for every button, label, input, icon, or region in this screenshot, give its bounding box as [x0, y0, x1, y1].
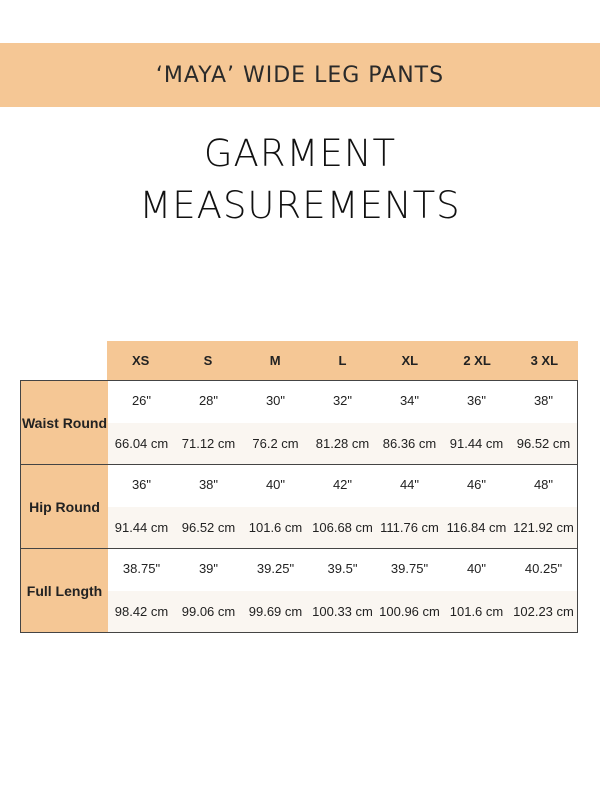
product-banner — [0, 43, 600, 107]
table-cell: 106.68 cm — [312, 519, 373, 535]
table-cell: 39.25" — [256, 561, 295, 576]
table-cell: 100.96 cm — [379, 603, 440, 619]
table-cell: 38" — [198, 477, 219, 492]
table-cell: 100.33 cm — [312, 603, 373, 619]
table-cell: 76.2 cm — [252, 435, 299, 451]
table-cell: 40.25" — [524, 561, 563, 576]
row-label-waist: Waist Round — [21, 381, 108, 464]
waist-inch-row — [108, 381, 577, 423]
table-cell: 38" — [533, 393, 554, 408]
table-cell: 44" — [399, 477, 420, 492]
table-cell: 46" — [466, 477, 487, 492]
table-cell: 101.6 cm — [248, 519, 303, 535]
table-cell: 36" — [466, 393, 487, 408]
table-cell: 96.52 cm — [516, 435, 571, 451]
table-cell: 101.6 cm — [449, 603, 504, 619]
table-cell: 91.44 cm — [449, 435, 504, 451]
length-inch-row — [108, 549, 577, 591]
length-values — [108, 549, 577, 632]
size-header-xl: XL — [401, 353, 419, 368]
hip-cm-row — [108, 507, 577, 549]
table-cell: 102.23 cm — [513, 603, 574, 619]
measurements-grid — [20, 380, 578, 633]
table-cell: 81.28 cm — [315, 435, 370, 451]
table-cell: 91.44 cm — [114, 519, 169, 535]
size-header-s: S — [203, 353, 213, 368]
measurement-group-waist — [21, 380, 577, 464]
table-cell: 48" — [533, 477, 554, 492]
table-cell: 36" — [131, 477, 152, 492]
table-cell: 121.92 cm — [513, 519, 574, 535]
table-cell: 71.12 cm — [181, 435, 236, 451]
table-cell: 40" — [265, 477, 286, 492]
table-cell: 98.42 cm — [114, 603, 169, 619]
size-header-row — [107, 341, 578, 380]
table-cell: 26" — [131, 393, 152, 408]
page-title — [0, 128, 600, 232]
table-cell: 40" — [466, 561, 487, 576]
table-cell: 42" — [332, 477, 353, 492]
table-cell: 32" — [332, 393, 353, 408]
table-cell: 39.5" — [327, 561, 358, 576]
table-cell: 38.75" — [122, 561, 161, 576]
hip-values — [108, 465, 577, 548]
hip-inch-row — [108, 465, 577, 507]
table-cell: 99.69 cm — [248, 603, 303, 619]
size-header-xs: XS — [131, 353, 150, 368]
table-cell: 28" — [198, 393, 219, 408]
waist-values — [108, 381, 577, 464]
size-header-l: L — [338, 353, 347, 368]
size-header-m: M — [269, 353, 281, 368]
product-title: ‘MAYA’ WIDE LEG PANTS — [155, 62, 445, 88]
table-cell: 30" — [265, 393, 286, 408]
measurement-group-hip — [21, 464, 577, 548]
table-cell: 99.06 cm — [181, 603, 236, 619]
size-header-3xl: 3 XL — [530, 353, 559, 368]
table-cell: 86.36 cm — [382, 435, 437, 451]
table-cell: 34" — [399, 393, 420, 408]
table-cell: 39.75" — [390, 561, 429, 576]
measurement-group-length — [21, 548, 577, 632]
length-cm-row — [108, 591, 577, 633]
size-header-2xl: 2 XL — [463, 353, 491, 368]
row-label-length: Full Length — [21, 549, 108, 632]
row-label-hip: Hip Round — [21, 465, 108, 548]
table-cell: 66.04 cm — [114, 435, 169, 451]
table-cell: 96.52 cm — [181, 519, 236, 535]
page-title-line-2: MEASUREMENTS — [139, 184, 461, 227]
table-cell: 116.84 cm — [446, 519, 507, 535]
page-title-line-1: GARMENT — [203, 132, 397, 175]
table-cell: 111.76 cm — [380, 519, 439, 535]
table-cell: 39" — [198, 561, 219, 576]
waist-cm-row — [108, 423, 577, 465]
